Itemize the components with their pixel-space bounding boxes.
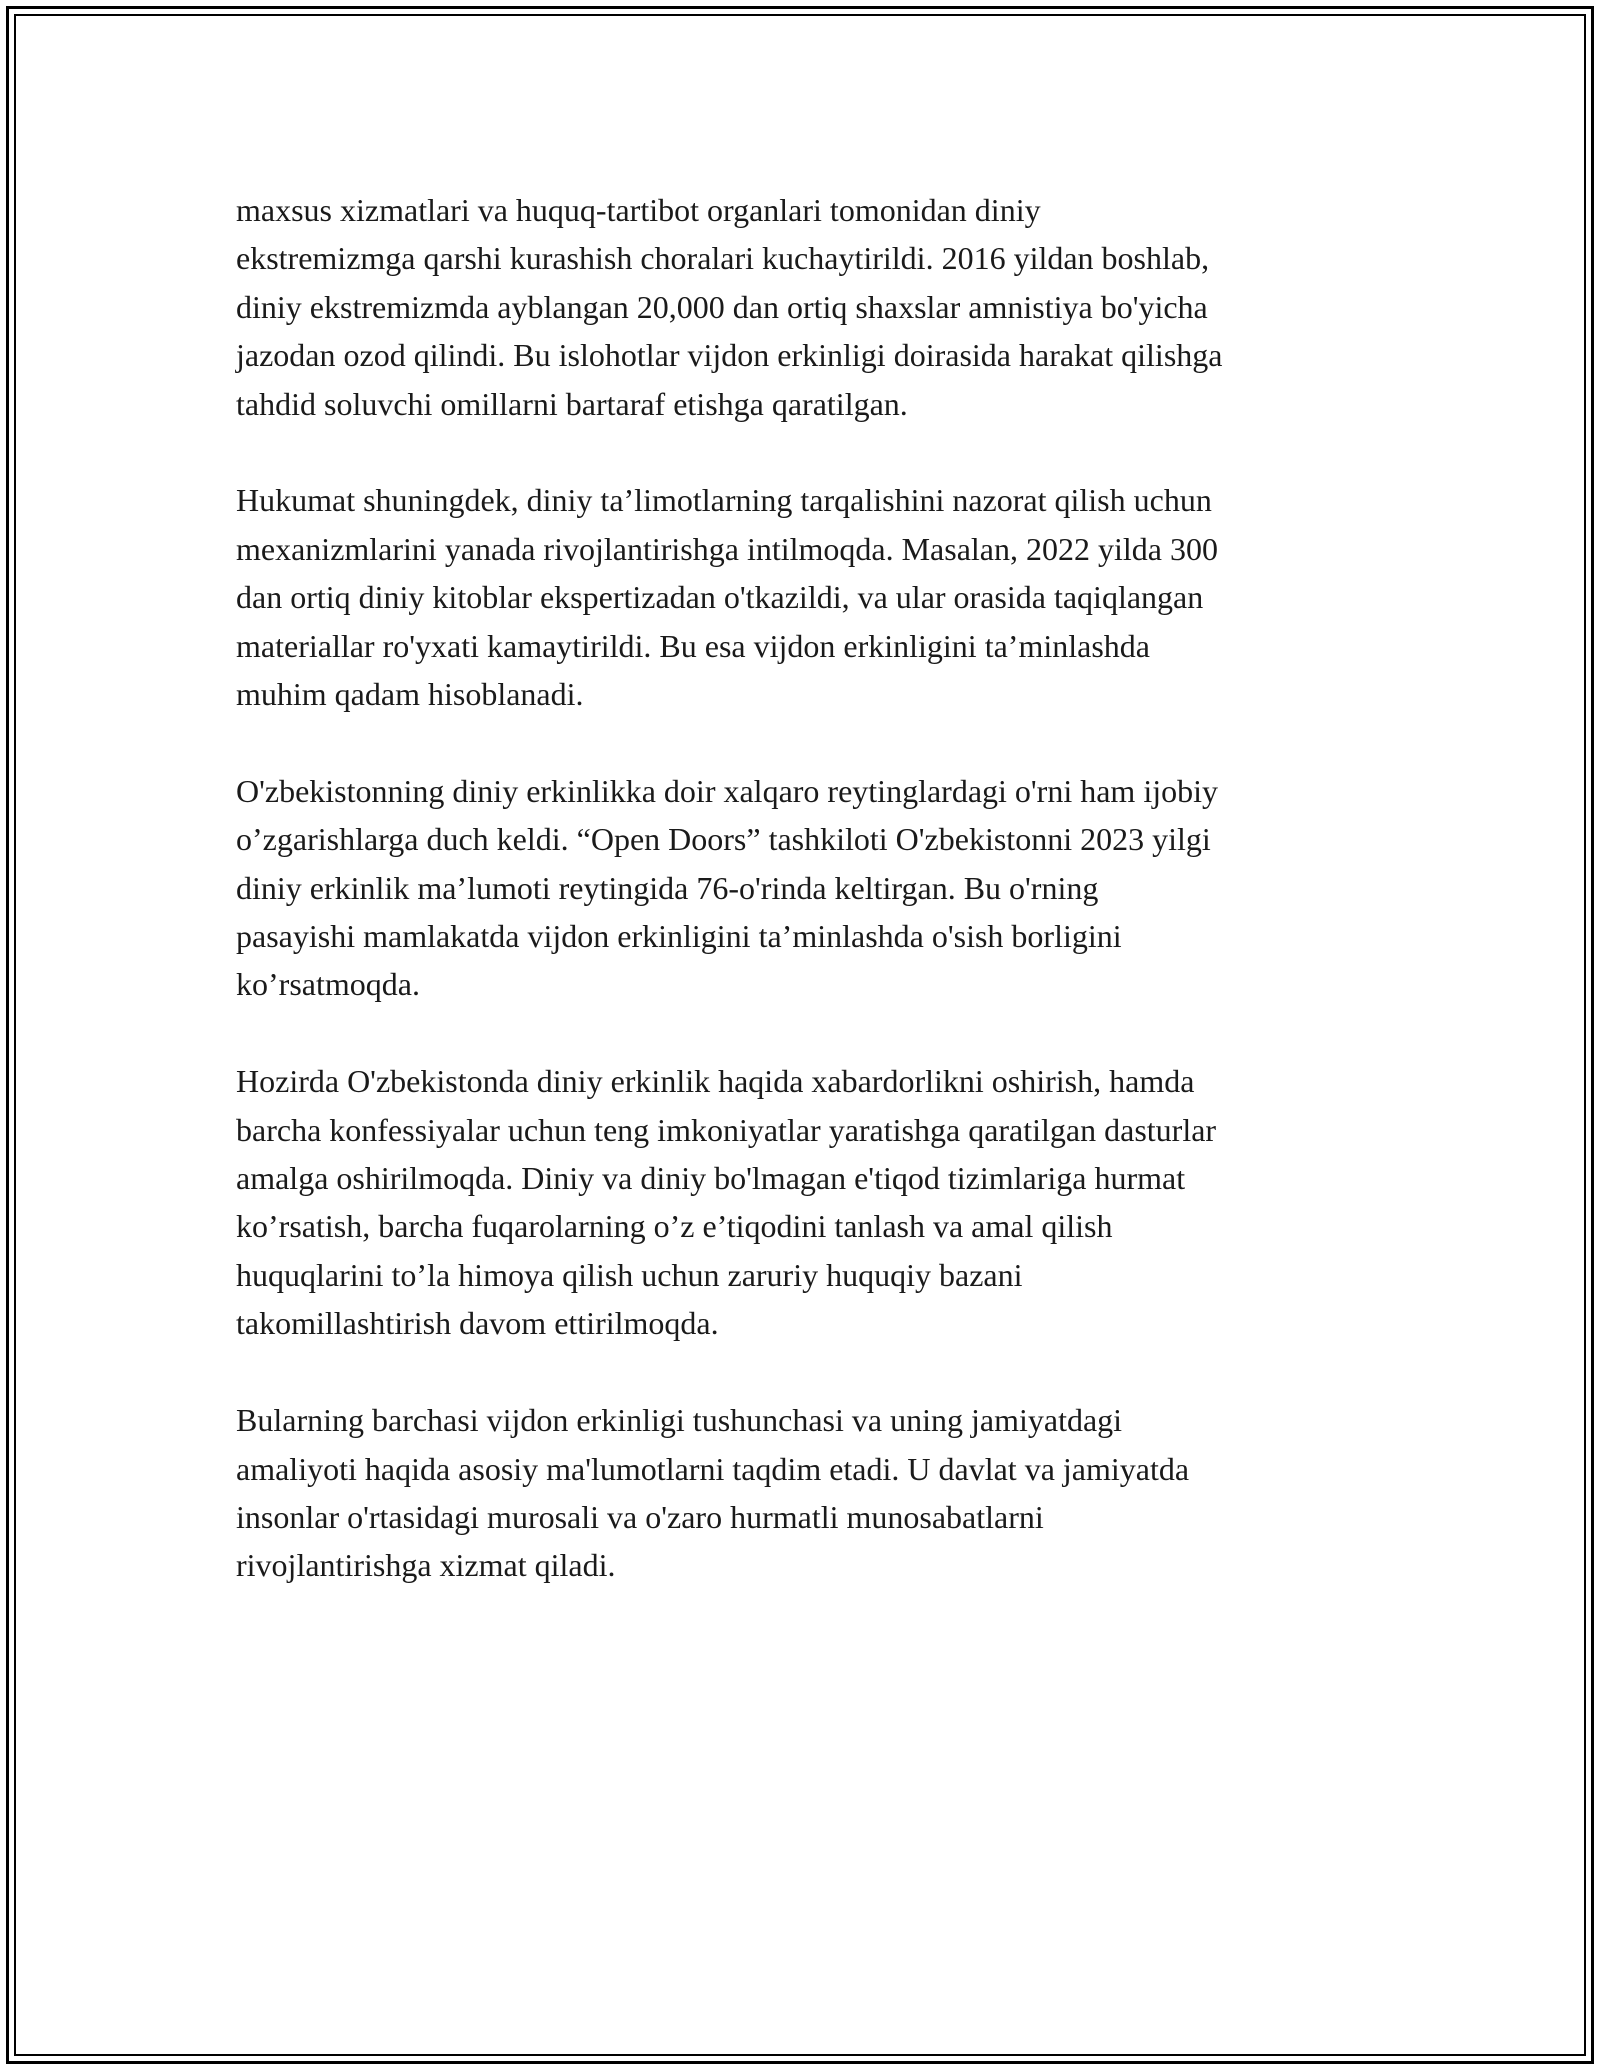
text-line: Bularning barchasi vijdon erkinligi tushunchasi va uning jamiyatdagi (236, 1402, 1123, 1439)
text-line: rivojlantirishga xizmat qiladi. (236, 1547, 616, 1584)
paragraph-2 (236, 476, 1386, 718)
text-line: materiallar ro'yxati kamaytirildi. Bu esa vijdon erkinligini ta’minlashda (236, 627, 1150, 664)
document-body (236, 186, 1386, 1638)
paragraph-1 (236, 186, 1386, 428)
text-line: mexanizmlarini yanada rivojlantirishga intilmoqda. Masalan, 2022 yilda 300 (236, 530, 1218, 567)
text-line: amalga oshirilmoqda. Diniy va diniy bo'lmagan e'tiqod tizimlariga hurmat (236, 1160, 1186, 1197)
text-line: jazodan ozod qilindi. Bu islohotlar vijdon erkinligi doirasida harakat qilishga (236, 337, 1223, 374)
text-line: huquqlarini to’la himoya qilish uchun zaruriy huquqiy bazani (236, 1256, 1023, 1293)
text-line: tahdid soluvchi omillarni bartaraf etishga qaratilgan. (236, 385, 908, 422)
paragraph-4 (236, 1057, 1386, 1347)
paragraph-5 (236, 1396, 1386, 1590)
text-line: dan ortiq diniy kitoblar ekspertizadan o'tkazildi, va ular orasida taqiqlangan (236, 579, 1204, 616)
text-line: maxsus xizmatlari va huquq-tartibot organlari tomonidan diniy (236, 192, 1041, 228)
text-line: O'zbekistonning diniy erkinlikka doir xalqaro reytinglardagi o'rni ham ijobiy (236, 772, 1218, 809)
text-line: diniy erkinlik ma’lumoti reytingida 76-o'rinda keltirgan. Bu o'rning (236, 869, 1099, 906)
text-line: amaliyoti haqida asosiy ma'lumotlarni taqdim etadi. U davlat va jamiyatda (236, 1450, 1190, 1487)
paragraph-3 (236, 767, 1386, 1009)
text-line: o’zgarishlarga duch keldi. “Open Doors” tashkiloti O'zbekistonni 2023 yilgi (236, 821, 1211, 858)
text-line: ekstremizmga qarshi kurashish choralari kuchaytirildi. 2016 yildan boshlab, (236, 240, 1210, 277)
text-line: diniy ekstremizmda ayblangan 20,000 dan ortiq shaxslar amnistiya bo'yicha (236, 288, 1208, 325)
text-line: insonlar o'rtasidagi murosali va o'zaro hurmatli munosabatlarni (236, 1498, 1044, 1535)
text-line: Hukumat shuningdek, diniy ta’limotlarning tarqalishini nazorat qilish uchun (236, 482, 1212, 519)
text-line: ko’rsatish, barcha fuqarolarning o’z e’tiqodini tanlash va amal qilish (236, 1208, 1113, 1245)
text-line: ko’rsatmoqda. (236, 966, 420, 1003)
text-line: pasayishi mamlakatda vijdon erkinligini ta’minlashda o'sish borligini (236, 918, 1122, 955)
text-line: takomillashtirish davom ettirilmoqda. (236, 1305, 719, 1342)
text-line: muhim qadam hisoblanadi. (236, 676, 584, 713)
text-line: barcha konfessiyalar uchun teng imkoniyatlar yaratishga qaratilgan dasturlar (236, 1111, 1217, 1148)
text-line: Hozirda O'zbekistonda diniy erkinlik haqida xabardorlikni oshirish, hamda (236, 1063, 1195, 1100)
